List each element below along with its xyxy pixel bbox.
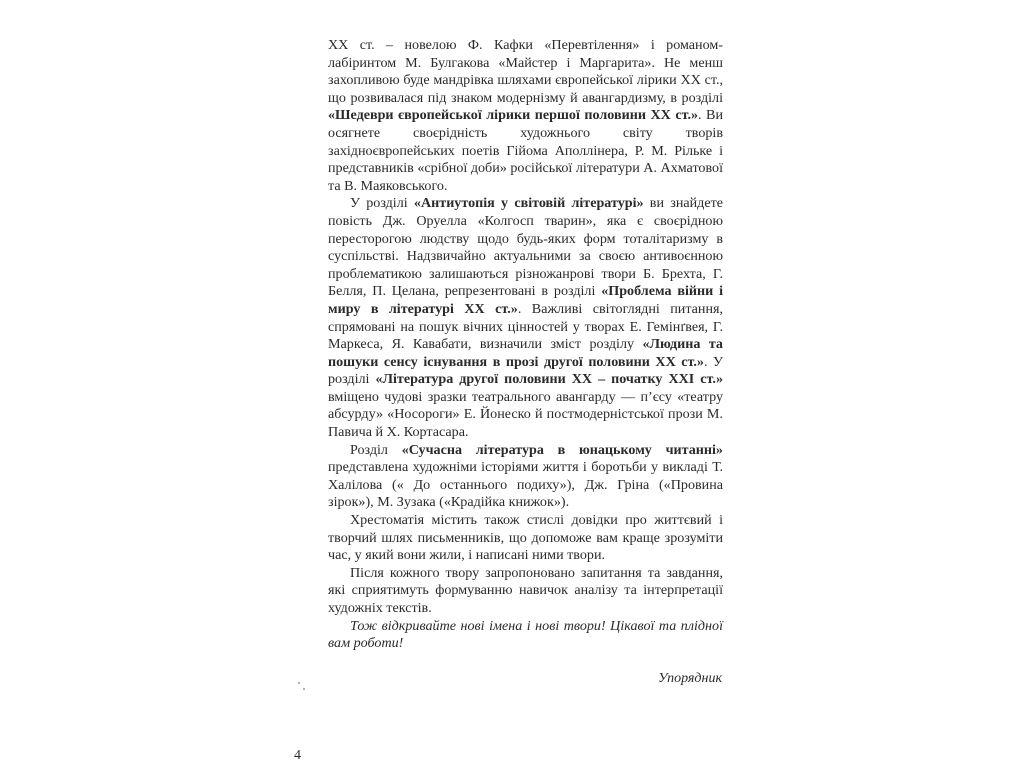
text-run: XX ст. – новелою Ф. Кафки «Перевтілення» і романом-лабіринтом М. Булгакова «Майстер і Маргарита». Не менш захопливою буде мандрівка шляхами європейської лірики XX ст., що розвивалася під знаком модернізму й авангардизму, в розділі: [328, 37, 723, 106]
paragraph: [328, 512, 723, 565]
text-run: Хрестоматія містить також стислі довідки про життєвий і творчий шлях письменників, що допоможе вам краще зрозуміти час, у який вони жили, і написані ними твори.: [328, 512, 723, 564]
text-run: представлена художніми історіями життя і боротьби у викладі Т. Халілова (« До останнього подиху»), Дж. Гріна («Провина зірок»), М. Зузака («Крадійка книжок»).: [328, 459, 723, 511]
text-run: Розділ: [350, 441, 402, 458]
text-run: . Ви осягнете своєрідність художнього світу творів західноєвропейських поетів Гійома Аполлінера, Р. М. Рільке і представників «срібної доби» російської літератури А. Ахматової та В. Маяковського.: [328, 107, 723, 194]
text-run: . У розділі: [328, 353, 723, 388]
text-run: Після кожного твору запропоновано запитання та завдання, які сприятимуть формуванню навичок аналізу та інтерпретації художніх текстів.: [328, 564, 723, 616]
page-number: 4: [294, 748, 301, 763]
scan-speck: [298, 682, 300, 684]
text-run: ви знайдете повість Дж. Оруелла «Колгосп тварин», яка є своєрідною пересторогою людству щодо будь-яких форм тоталітаризму в суспільстві. Надзвичайно актуальними за своєю антивоєнною проблематикою залишаються різножанрові твори Б. Брехта, Г. Белля, П. Целана, репрезентовані в розділі: [328, 195, 724, 300]
section-title: «Проблема війни і миру в літературі XX ст.»: [328, 283, 723, 317]
paragraph: [328, 442, 723, 512]
scan-speck: [303, 688, 305, 690]
section-title: «Людина та пошуки сенсу існування в прозі другої половини XX ст.»: [328, 336, 723, 370]
section-title: «Шедеври європейської лірики першої половини XX ст.»: [328, 107, 699, 124]
section-title: «Антиутопія у світовій літературі»: [413, 195, 644, 212]
text-run: Тож відкривайте нові імена і нові твори! Цікавої та плідної вам роботи!: [328, 617, 723, 652]
section-title: «Література другої половини XX – початку XXI ст.»: [375, 371, 723, 388]
paragraph: [328, 195, 723, 441]
paragraph: [328, 37, 723, 195]
closing-paragraph: [328, 618, 723, 653]
signature-compiler: Упорядник: [658, 671, 722, 686]
text-run: вміщено чудові зразки театрального авангарду — п’єсу «театру абсурду» «Носороги» Е. Йонеско й постмодерністської прози М. Павича й Х. Кортасара.: [328, 388, 723, 441]
text-run: . Важливі світоглядні питання, спрямовані на пошук вічних цінностей у творах Е. Гемінґвея, Г. Маркеса, Я. Кавабати, визначили зміст розділу: [328, 300, 723, 353]
body-text: [328, 37, 723, 653]
section-title: «Сучасна література в юнацькому читанні»: [401, 441, 723, 458]
paragraph: [328, 565, 723, 618]
text-run: У розділі: [350, 195, 414, 212]
